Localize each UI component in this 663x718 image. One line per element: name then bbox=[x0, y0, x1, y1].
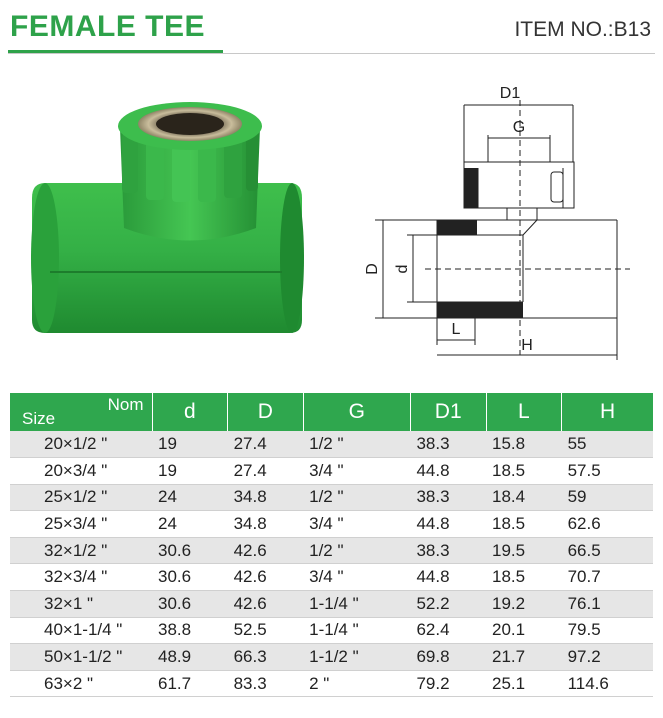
cell-g: 2 " bbox=[303, 670, 410, 697]
cell-size: 40×1-1/4 " bbox=[10, 617, 152, 644]
cell-g: 1/2 " bbox=[303, 484, 410, 511]
cell-d1: 44.8 bbox=[410, 564, 486, 591]
cell-l: 18.5 bbox=[486, 458, 562, 485]
label-D1: D1 bbox=[499, 85, 521, 102]
column-header-d: d bbox=[152, 393, 228, 431]
column-header-H: H bbox=[562, 393, 653, 431]
table-row bbox=[10, 591, 653, 618]
cell-h: 59 bbox=[562, 484, 653, 511]
cell-l: 19.5 bbox=[486, 537, 562, 564]
table-row bbox=[10, 617, 653, 644]
cell-d: 42.6 bbox=[228, 591, 304, 618]
cell-l: 18.5 bbox=[486, 511, 562, 538]
cell-d: 34.8 bbox=[228, 511, 304, 538]
cell-g: 1/2 " bbox=[303, 537, 410, 564]
cell-d: 83.3 bbox=[228, 670, 304, 697]
column-header-D1: D1 bbox=[410, 393, 486, 431]
table-row bbox=[10, 564, 653, 591]
table-row bbox=[10, 670, 653, 697]
cell-d: 24 bbox=[152, 484, 228, 511]
label-L: L bbox=[451, 321, 461, 338]
column-header-L: L bbox=[486, 393, 562, 431]
page-title: FEMALE TEE bbox=[10, 10, 206, 43]
cell-l: 19.2 bbox=[486, 591, 562, 618]
cell-d: 34.8 bbox=[228, 484, 304, 511]
cell-l: 15.8 bbox=[486, 431, 562, 458]
cell-d1: 44.8 bbox=[410, 511, 486, 538]
cell-g: 3/4 " bbox=[303, 564, 410, 591]
cell-l: 25.1 bbox=[486, 670, 562, 697]
cell-d: 30.6 bbox=[152, 591, 228, 618]
cell-h: 114.6 bbox=[562, 670, 653, 697]
cell-h: 76.1 bbox=[562, 591, 653, 618]
cell-d: 30.6 bbox=[152, 537, 228, 564]
cell-g: 1-1/2 " bbox=[303, 644, 410, 671]
cell-d: 38.8 bbox=[152, 617, 228, 644]
cell-d: 19 bbox=[152, 431, 228, 458]
female-tee-product-image bbox=[20, 88, 320, 343]
cell-size: 25×1/2 " bbox=[10, 484, 152, 511]
table-body bbox=[10, 431, 653, 697]
label-d: d bbox=[394, 264, 411, 274]
dimension-drawing bbox=[355, 80, 645, 360]
spec-table bbox=[10, 393, 653, 697]
cell-g: 1-1/4 " bbox=[303, 617, 410, 644]
cell-h: 70.7 bbox=[562, 564, 653, 591]
cell-l: 20.1 bbox=[486, 617, 562, 644]
table-row bbox=[10, 431, 653, 458]
cell-l: 18.4 bbox=[486, 484, 562, 511]
cell-g: 1-1/4 " bbox=[303, 591, 410, 618]
corner-size-label: Size bbox=[22, 409, 56, 428]
cell-size: 32×1 " bbox=[10, 591, 152, 618]
label-D: D bbox=[364, 263, 381, 275]
corner-nom-label: Nom bbox=[107, 395, 144, 414]
cell-d1: 62.4 bbox=[410, 617, 486, 644]
label-H: H bbox=[521, 337, 533, 354]
cell-d: 30.6 bbox=[152, 564, 228, 591]
cell-size: 20×1/2 " bbox=[10, 431, 152, 458]
cell-d1: 38.3 bbox=[410, 484, 486, 511]
corner-header bbox=[10, 393, 152, 431]
cell-d1: 69.8 bbox=[410, 644, 486, 671]
label-G: G bbox=[512, 119, 526, 136]
column-header-G: G bbox=[303, 393, 410, 431]
cell-d: 48.9 bbox=[152, 644, 228, 671]
cell-g: 3/4 " bbox=[303, 511, 410, 538]
cell-d: 61.7 bbox=[152, 670, 228, 697]
cell-h: 79.5 bbox=[562, 617, 653, 644]
cell-size: 32×1/2 " bbox=[10, 537, 152, 564]
item-number: ITEM NO.:B13 bbox=[514, 18, 651, 41]
cell-d: 27.4 bbox=[228, 431, 304, 458]
cell-h: 55 bbox=[562, 431, 653, 458]
cell-g: 3/4 " bbox=[303, 458, 410, 485]
table-row bbox=[10, 537, 653, 564]
cell-size: 32×3/4 " bbox=[10, 564, 152, 591]
cell-size: 20×3/4 " bbox=[10, 458, 152, 485]
cell-size: 25×3/4 " bbox=[10, 511, 152, 538]
cell-d1: 38.3 bbox=[410, 431, 486, 458]
table-row bbox=[10, 644, 653, 671]
cell-size: 63×2 " bbox=[10, 670, 152, 697]
cell-g: 1/2 " bbox=[303, 431, 410, 458]
cell-l: 18.5 bbox=[486, 564, 562, 591]
cell-size: 50×1-1/2 " bbox=[10, 644, 152, 671]
cell-d: 42.6 bbox=[228, 564, 304, 591]
table-row bbox=[10, 511, 653, 538]
cell-d: 66.3 bbox=[228, 644, 304, 671]
cell-l: 21.7 bbox=[486, 644, 562, 671]
cell-d: 42.6 bbox=[228, 537, 304, 564]
cell-d: 19 bbox=[152, 458, 228, 485]
cell-h: 62.6 bbox=[562, 511, 653, 538]
cell-d1: 44.8 bbox=[410, 458, 486, 485]
cell-h: 66.5 bbox=[562, 537, 653, 564]
cell-h: 97.2 bbox=[562, 644, 653, 671]
table-row bbox=[10, 484, 653, 511]
cell-d1: 79.2 bbox=[410, 670, 486, 697]
title-underline bbox=[8, 53, 655, 54]
cell-d: 27.4 bbox=[228, 458, 304, 485]
table-row bbox=[10, 458, 653, 485]
cell-h: 57.5 bbox=[562, 458, 653, 485]
cell-d1: 52.2 bbox=[410, 591, 486, 618]
column-header-D: D bbox=[228, 393, 304, 431]
cell-d: 52.5 bbox=[228, 617, 304, 644]
table-header-row bbox=[10, 393, 653, 431]
cell-d1: 38.3 bbox=[410, 537, 486, 564]
cell-d: 24 bbox=[152, 511, 228, 538]
